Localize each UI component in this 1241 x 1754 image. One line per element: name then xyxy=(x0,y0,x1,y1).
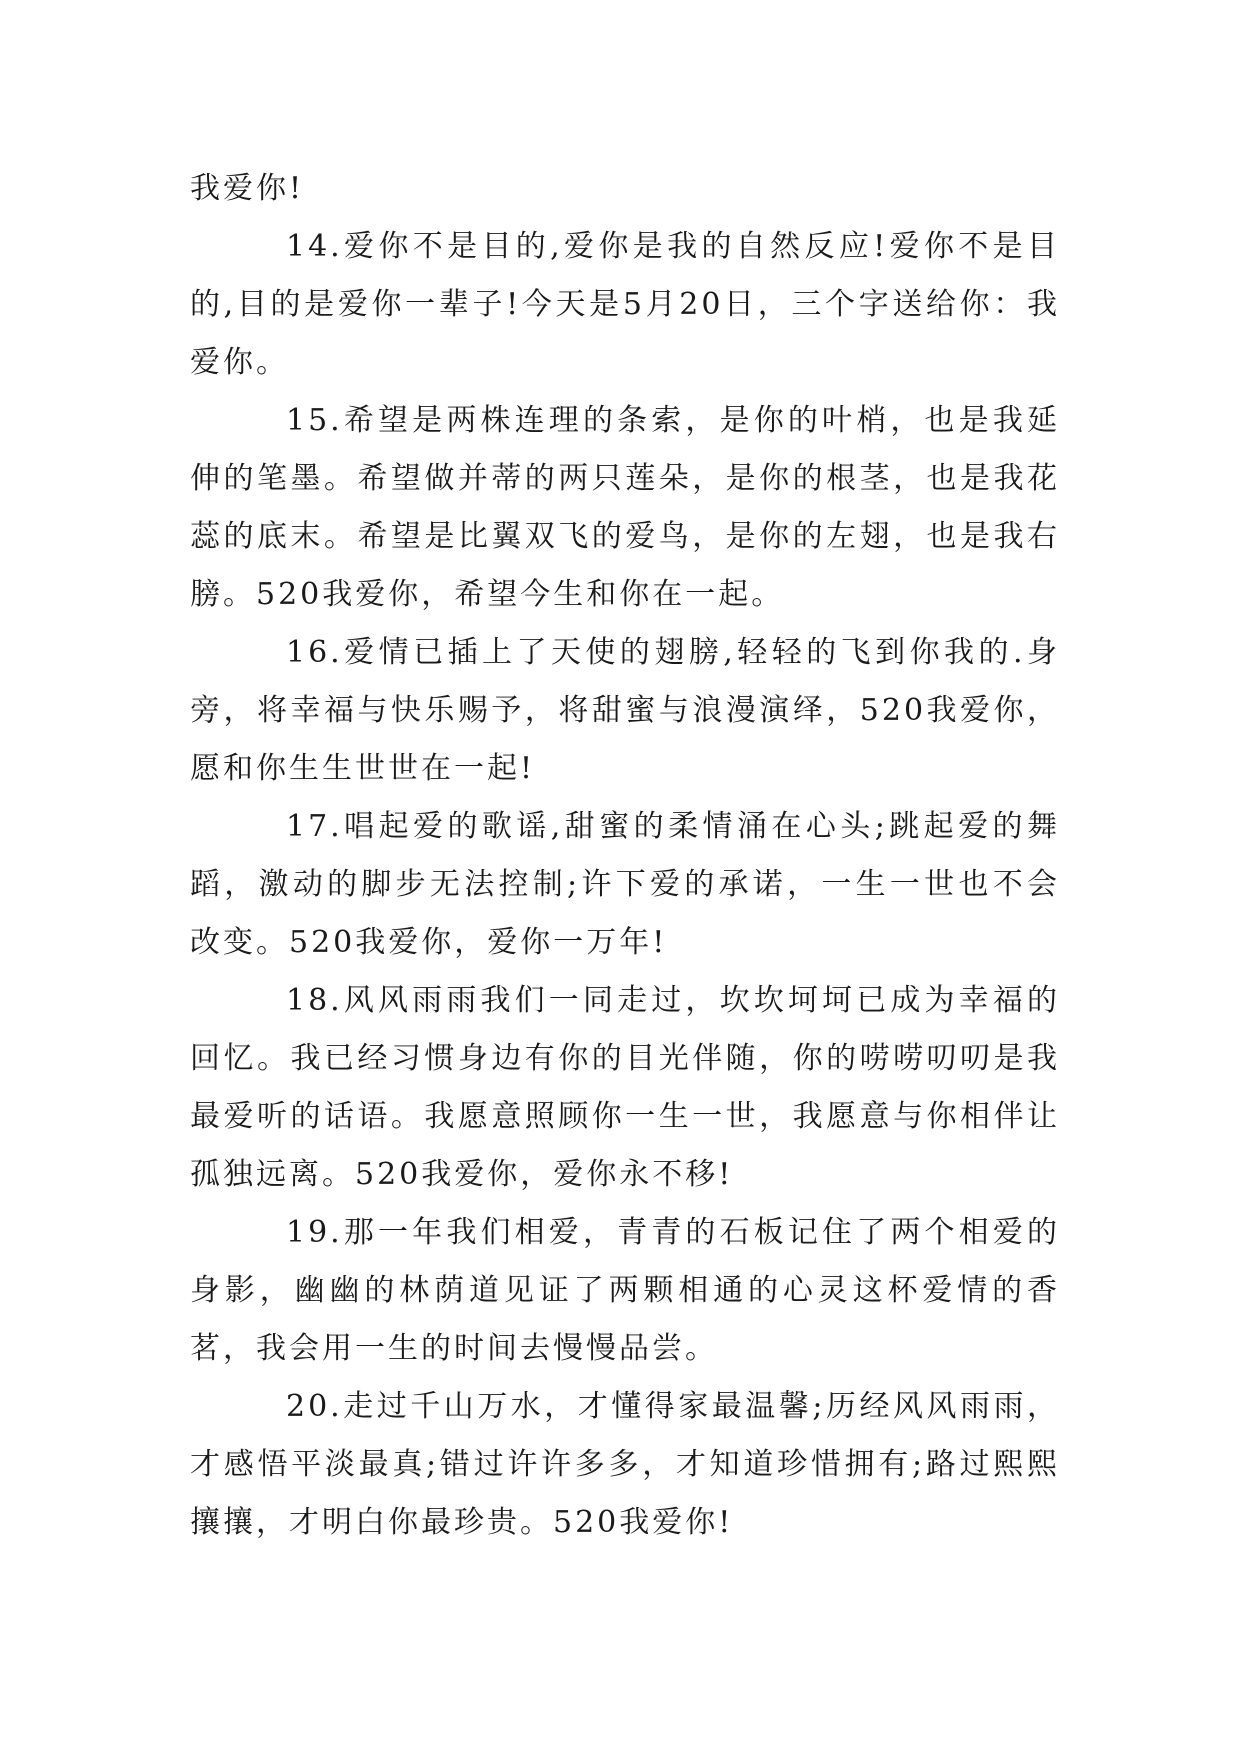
document-body xyxy=(190,160,1060,1552)
paragraph-20: 20.走过千山万水，才懂得家最温馨;历经风风雨雨，才感悟平淡最真;错过许许多多，才知道珍惜拥有;路过熙熙攘攘，才明白你最珍贵。520我爱你! xyxy=(190,1389,1060,1540)
paragraph-19: 19.那一年我们相爱，青青的石板记住了两个相爱的身影，幽幽的林荫道见证了两颗相通的心灵这杯爱情的香茗，我会用一生的时间去慢慢品尝。 xyxy=(190,1215,1060,1366)
paragraph-17: 17.唱起爱的歌谣,甜蜜的柔情涌在心头;跳起爱的舞蹈，激动的脚步无法控制;许下爱的承诺，一生一世也不会改变。520我爱你，爱你一万年! xyxy=(190,809,1060,960)
paragraph-16: 16.爱情已插上了天使的翅膀,轻轻的飞到你我的.身旁，将幸福与快乐赐予，将甜蜜与浪漫演绎，520我爱你，愿和你生生世世在一起! xyxy=(190,635,1060,786)
paragraph-18: 18.风风雨雨我们一同走过，坎坎坷坷已成为幸福的回忆。我已经习惯身边有你的目光伴随，你的唠唠叨叨是我最爱听的话语。我愿意照顾你一生一世，我愿意与你相伴让孤独远离。520我爱你，爱你永不移! xyxy=(190,983,1060,1192)
paragraph-14: 14.爱你不是目的,爱你是我的自然反应!爱你不是目的,目的是爱你一辈子!今天是5月20日，三个字送给你：我爱你。 xyxy=(190,229,1060,380)
paragraph-continuation: 我爱你! xyxy=(190,171,305,206)
paragraph-15: 15.希望是两株连理的条索，是你的叶梢，也是我延伸的笔墨。希望做并蒂的两只莲朵，是你的根茎，也是我花蕊的底末。希望是比翼双飞的爱鸟，是你的左翅，也是我右膀。520我爱你，希望今生和你在一起。 xyxy=(190,403,1060,612)
